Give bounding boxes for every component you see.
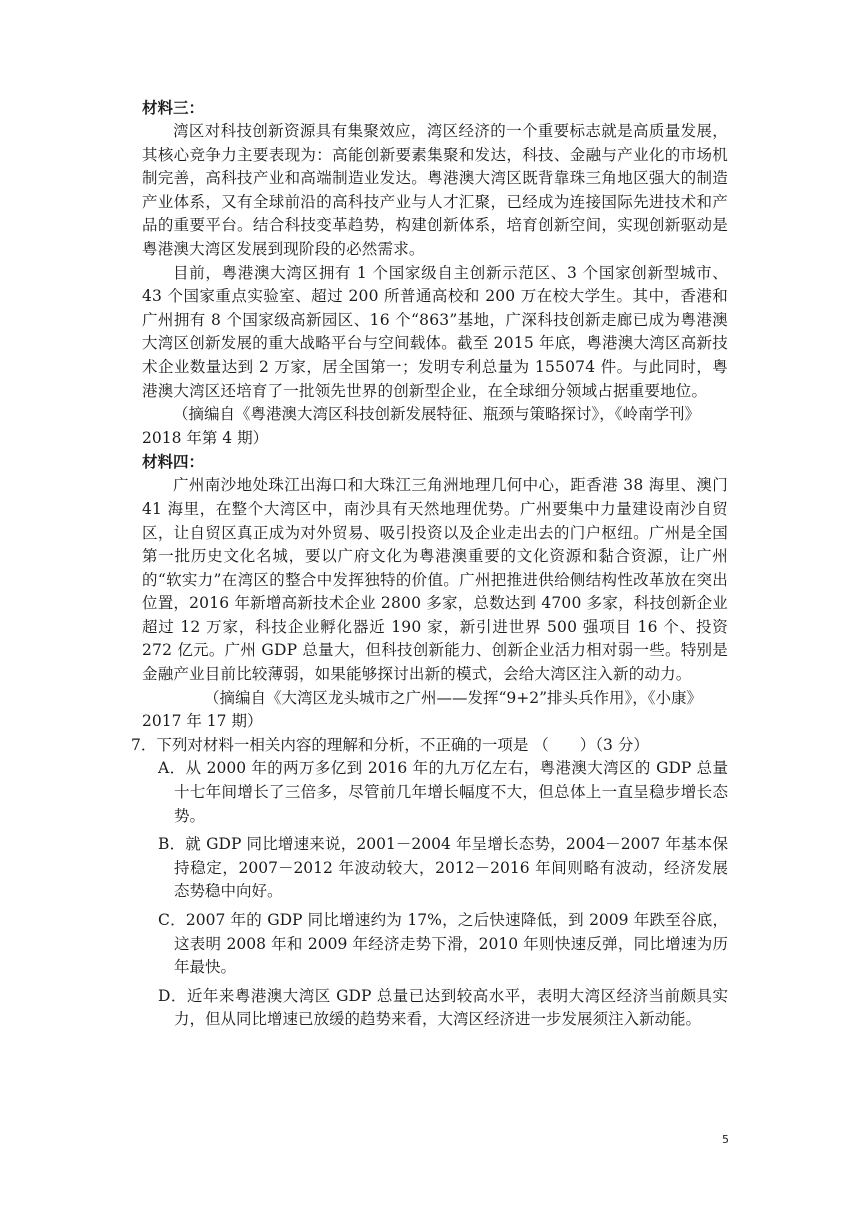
question-7-option-d: D．近年来粤港澳大湾区 GDP 总量已达到较高水平，表明大湾区经济当前颇具实力，但从同比增速已放缓的趋势来看，大湾区经济进一步发展须注入新动能。: [158, 986, 728, 1029]
question-7-option-c: C．2007 年的 GDP 同比增速约为 17%，之后快速降低，到 2009 年跌至谷底，这表明 2008 年和 2009 年经济走势下滑，2010 年则快速反弹，同比增速为历年最快。: [158, 911, 728, 977]
material-4-paragraph-1: 广州南沙地处珠江出海口和大珠江三角洲地理几何中心，距香港 38 海里、澳门 41 海里，在整个大湾区中，南沙具有天然地理优势。广州要集中力量建设南沙自贸区，让自贸区真正成为对外贸易、吸引投资以及企业走出去的门户枢纽。广州是全国第一批历史文化名城，要以广府文化为粤港澳重要的文化资源和黏合资源，让广州的“软实力”在湾区的整合中发挥独特的价值。广州把推进供给侧结构性改革放在突出位置，2016 年新增高新技术企业 2800 多家，总数达到 4700 多家，科技创新企业超过 12 万家，科技企业孵化器近 190 家，新引进世界 500 强项目 16 个、投资 272 亿元。广州 GDP 总量大，但科技创新能力、创新企业活力相对弱一些。特别是金融产业目前比较薄弱，如果能够探讨出新的模式，会给大湾区注入新的动力。: [142, 476, 728, 684]
material-4-citation: （摘编自《大湾区龙头城市之广州——发挥“9+2”排头兵作用》，《小康》2017 年 17 期）: [142, 688, 703, 731]
question-7-option-b: B．就 GDP 同比增速来说，2001－2004 年呈增长态势，2004－2007 年基本保持稳定，2007－2012 年波动较大，2012－2016 年间则略有波动，经济发展态势稳中向好。: [158, 835, 728, 901]
material-4-heading: 材料四：: [142, 453, 205, 472]
question-7-stem: 7．下列对材料一相关内容的理解和分析，不正确的一项是 （ ）（3 分）: [131, 735, 649, 754]
page-number: 5: [722, 1133, 729, 1146]
material-3-paragraph-2: 目前，粤港澳大湾区拥有 1 个国家级自主创新示范区、3 个国家创新型城市、43 个国家重点实验室、超过 200 所普通高校和 200 万在校大学生。其中，香港和广州拥有 8 个国家级高新园区、16 个“863”基地，广深科技创新走廊已成为粤港澳大湾区创新发展的重大战略平台与空间载体。截至 2015 年底，粤港澳大湾区高新技术企业数量达到 2 万家，居全国第一；发明专利总量为 155074 件。与此同时，粤港澳大湾区还培育了一批领先世界的创新型企业，在全球细分领域占据重要地位。: [142, 263, 728, 400]
page-content: [131, 96, 728, 1037]
material-3-paragraph-1: 湾区对科技创新资源具有集聚效应，湾区经济的一个重要标志就是高质量发展，其核心竞争力主要表现为：高能创新要素集聚和发达，科技、金融与产业化的市场机制完善，高科技产业和高端制造业发达。粤港澳大湾区既背靠珠三角地区强大的制造产业体系，又有全球前沿的高科技产业与人才汇聚，已经成为连接国际先进技术和产品的重要平台。结合科技变革趋势，构建创新体系，培育创新空间，实现创新驱动是粤港澳大湾区发展到现阶段的必然需求。: [142, 122, 728, 258]
material-3-citation: （摘编自《粤港澳大湾区科技创新发展特征、瓶颈与策略探讨》，《岭南学刊》2018 年第 4 期）: [142, 405, 701, 447]
question-7-option-a: A．从 2000 年的两万多亿到 2016 年的九万亿左右，粤港澳大湾区的 GDP 总量十七年间增长了三倍多，尽管前几年增长幅度不大，但总体上一直呈稳步增长态势。: [158, 759, 728, 825]
material-3-heading: 材料三：: [142, 99, 205, 117]
